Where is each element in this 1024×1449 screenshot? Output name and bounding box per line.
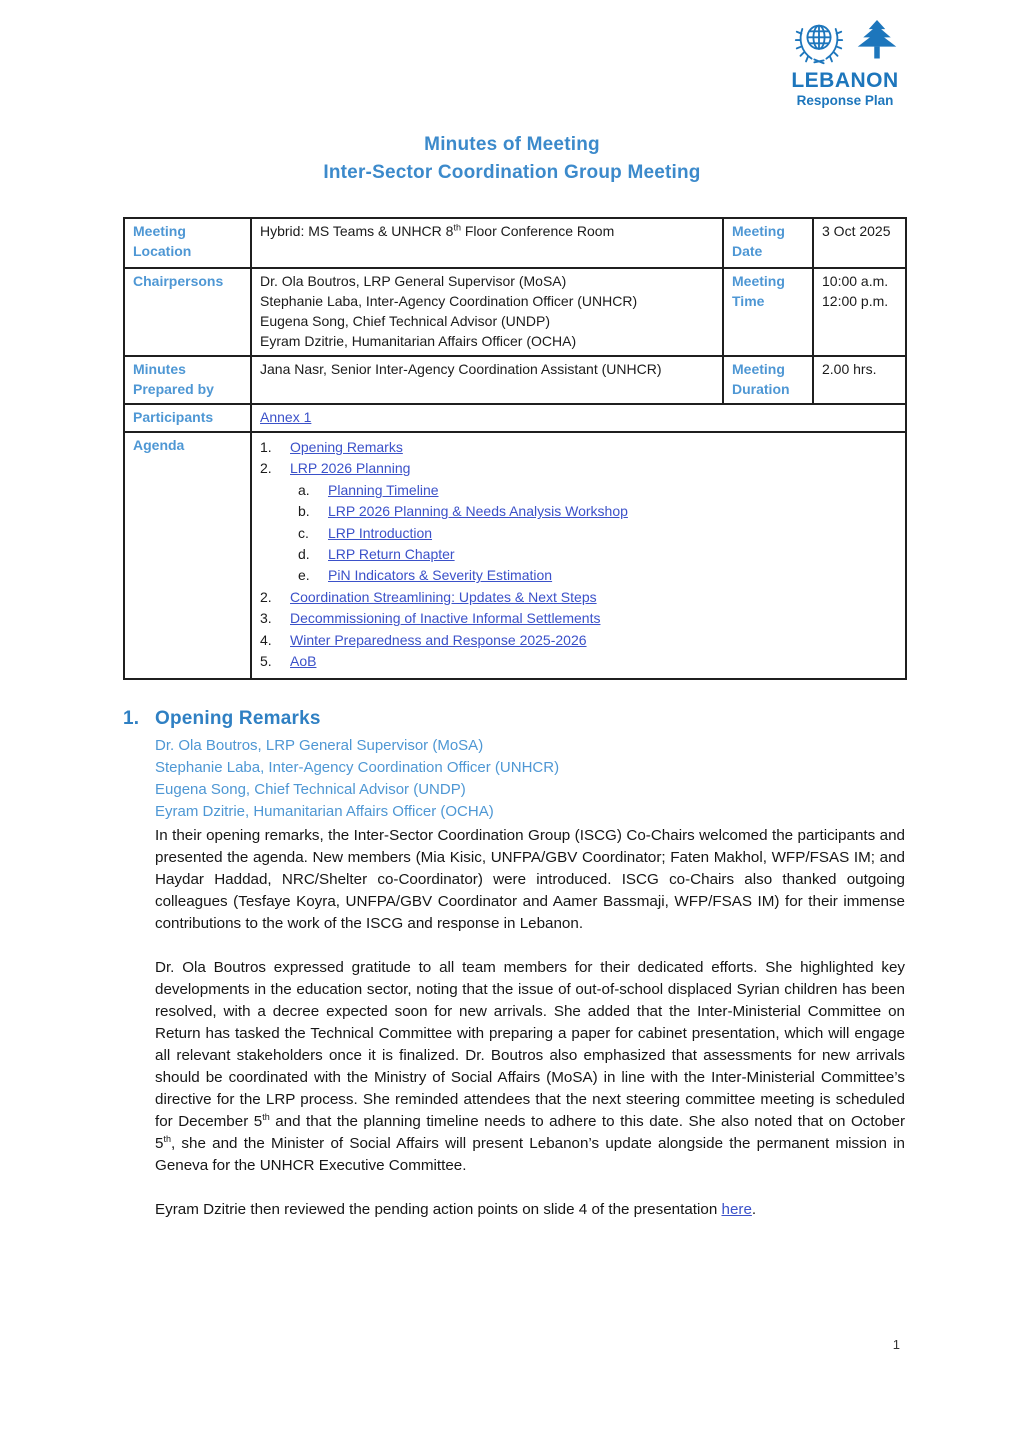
december-5-superscript: th (262, 1112, 270, 1123)
agenda-item-letter: a. (298, 481, 310, 498)
speaker-line: Eyram Dzitrie, Humanitarian Affairs Officer (OCHA) (155, 803, 494, 821)
chairpersons-label: Chairpersons (124, 268, 251, 356)
logo-icons (785, 16, 905, 66)
logo-org-name: LEBANON (791, 69, 899, 92)
agenda-item (260, 437, 897, 458)
agenda-link-decommissioning-settlements[interactable]: Decommissioning of Inactive Informal Settlements (290, 610, 601, 627)
agenda-link-opening-remarks[interactable]: Opening Remarks (290, 439, 403, 455)
meeting-meta-table (123, 217, 907, 680)
agenda-subitem (260, 544, 897, 565)
chairpersons-value (251, 268, 723, 356)
location-superscript: th (453, 222, 461, 233)
agenda-link-coordination-streamlining[interactable]: Coordination Streamlining: Updates & Next Steps (290, 588, 597, 605)
october-5-superscript: th (163, 1134, 171, 1145)
agenda-item (260, 587, 897, 608)
paragraph-2-text: Dr. Ola Boutros expressed gratitude to all team members for their dedicated efforts. She highlighted key developments in the education sector, noting that the issue of out-of-school displaced Syrian children has been resolved, with a decree expected soon for new arrivals. She added that the Inter-Ministerial Committee on Return has tasked the Technical Committee with preparing a paper for cabinet presentation, which will engage all relevant stakeholders once it is finalized. Dr. Boutros also emphasized that assessments for new arrivals should be coordinated with the Ministry of Social Affairs (MoSA) in line with the Inter-Ministerial Committee’s directive for the LRP process. She reminded attendees that the next steering committee meeting is scheduled for December 5 (155, 959, 905, 1131)
agenda-item-number: 2. (260, 460, 272, 477)
agenda-subitem (260, 523, 897, 544)
minutes-prepared-value: Jana Nasr, Senior Inter-Agency Coordination Assistant (UNHCR) (251, 356, 723, 404)
agenda-link-needs-analysis-workshop[interactable]: LRP 2026 Planning & Needs Analysis Workshop (328, 503, 628, 520)
agenda-item-number: 3. (260, 610, 272, 627)
agenda-link-lrp-2026-planning[interactable]: LRP 2026 Planning (290, 460, 411, 477)
agenda-link-winter-preparedness[interactable]: Winter Preparedness and Response 2025-2026 (290, 631, 587, 648)
minutes-prepared-label: Minutes Prepared by (124, 356, 251, 404)
section-number: 1. (123, 708, 140, 730)
location-text: Hybrid: MS Teams & UNHCR 8 (260, 223, 454, 239)
chairperson-line: Eugena Song, Chief Technical Advisor (UNDP) (260, 313, 551, 329)
cedar-tree-icon (855, 18, 899, 66)
paragraph-3-period: . (751, 1201, 757, 1219)
agenda-item (260, 608, 897, 629)
paragraph-3 (155, 1199, 905, 1221)
meeting-time-label: Meeting Time (723, 268, 813, 356)
presentation-here-link[interactable]: here (721, 1201, 752, 1219)
section-title: Opening Remarks (155, 708, 321, 730)
agenda-link-planning-timeline[interactable]: Planning Timeline (328, 481, 439, 498)
section-body (155, 825, 905, 1221)
agenda-label: Agenda (124, 432, 251, 679)
meeting-time-value (813, 268, 906, 356)
section-opening-remarks (123, 707, 905, 1221)
agenda-item (260, 458, 897, 479)
annex-1-link[interactable]: Annex 1 (260, 409, 312, 425)
chairperson-line: Eyram Dzitrie, Humanitarian Affairs Officer (OCHA) (260, 333, 577, 349)
meeting-duration-label: Meeting Duration (723, 356, 813, 404)
speaker-line: Dr. Ola Boutros, LRP General Supervisor (MoSA) (155, 737, 484, 755)
speaker-line: Stephanie Laba, Inter-Agency Coordination Officer (UNHCR) (155, 759, 560, 777)
agenda-link-pin-indicators[interactable]: PiN Indicators & Severity Estimation (328, 567, 553, 584)
paragraph-2-text: and that the planning timeline needs to adhere to this date. She also noted that on October 5 (155, 1113, 905, 1153)
participants-label: Participants (124, 404, 251, 432)
agenda-item-letter: b. (298, 503, 310, 520)
meeting-location-value (251, 218, 723, 268)
paragraph-2-text: , she and the Minister of Social Affairs will present Lebanon’s update alongside the permanent mission in Geneva for the UNHCR Executive Committee. (155, 1135, 905, 1175)
meeting-time-start: 10:00 a.m. (822, 273, 889, 289)
agenda-item (260, 630, 897, 651)
meeting-time-end: 12:00 p.m. (822, 293, 889, 309)
title-line-2: Inter-Sector Coordination Group Meeting (323, 162, 701, 183)
location-text-post: Floor Conference Room (460, 223, 615, 239)
lrp-logo (785, 16, 905, 108)
paragraph-3-text: Eyram Dzitrie then reviewed the pending action points on slide 4 of the presentation (155, 1201, 722, 1219)
section-heading (123, 707, 905, 731)
agenda-item-letter: c. (298, 524, 309, 541)
chairperson-line: Stephanie Laba, Inter-Agency Coordination Officer (UNHCR) (260, 293, 638, 309)
agenda-subitem (260, 501, 897, 522)
un-emblem-icon (791, 16, 847, 66)
agenda-link-aob[interactable]: AoB (290, 653, 317, 670)
paragraph-1: In their opening remarks, the Inter-Sector Coordination Group (ISCG) Co-Chairs welcomed the participants and presented the agenda. New members (Mia Kisic, UNFPA/GBV Coordinator; Faten Makhol, WFP/FSAS IM; and Haydar Haddad, NRC/Shelter co-Coordinator) were introduced. ISCG co-Chairs also thanked outgoing colleagues (Tesfaye Koyra, UNFPA/GBV Coordinator and Aamer Bassmaji, WFP/FSAS IM) for their immense contributions to the work of the ISCG and response in Lebanon. (155, 827, 905, 933)
meeting-date-value: 3 Oct 2025 (813, 218, 906, 268)
agenda-subitem (260, 565, 897, 586)
agenda-link-lrp-return-chapter[interactable]: LRP Return Chapter (328, 546, 455, 563)
meeting-date-label: Meeting Date (723, 218, 813, 268)
agenda-list (251, 432, 906, 679)
chairperson-line: Dr. Ola Boutros, LRP General Supervisor (MoSA) (260, 273, 567, 289)
speaker-line: Eugena Song, Chief Technical Advisor (UNDP) (155, 781, 466, 799)
logo-subtitle: Response Plan (796, 93, 894, 109)
meeting-location-label: Meeting Location (124, 218, 251, 268)
agenda-item (260, 651, 897, 672)
paragraph-2 (155, 957, 905, 1177)
agenda-item-number: 4. (260, 631, 272, 648)
agenda-link-lrp-introduction[interactable]: LRP Introduction (328, 524, 433, 541)
meeting-duration-value: 2.00 hrs. (813, 356, 906, 404)
page-number: 1 (892, 1337, 900, 1352)
agenda-item-number: 2. (260, 588, 272, 605)
speaker-list (155, 735, 905, 823)
agenda-subitem (260, 480, 897, 501)
participants-value (251, 404, 906, 432)
agenda-item-number: 1. (260, 439, 272, 455)
agenda-item-number: 5. (260, 653, 272, 670)
agenda-item-letter: e. (298, 567, 310, 584)
title-line-1: Minutes of Meeting (424, 134, 600, 155)
agenda-item-letter: d. (298, 546, 310, 563)
